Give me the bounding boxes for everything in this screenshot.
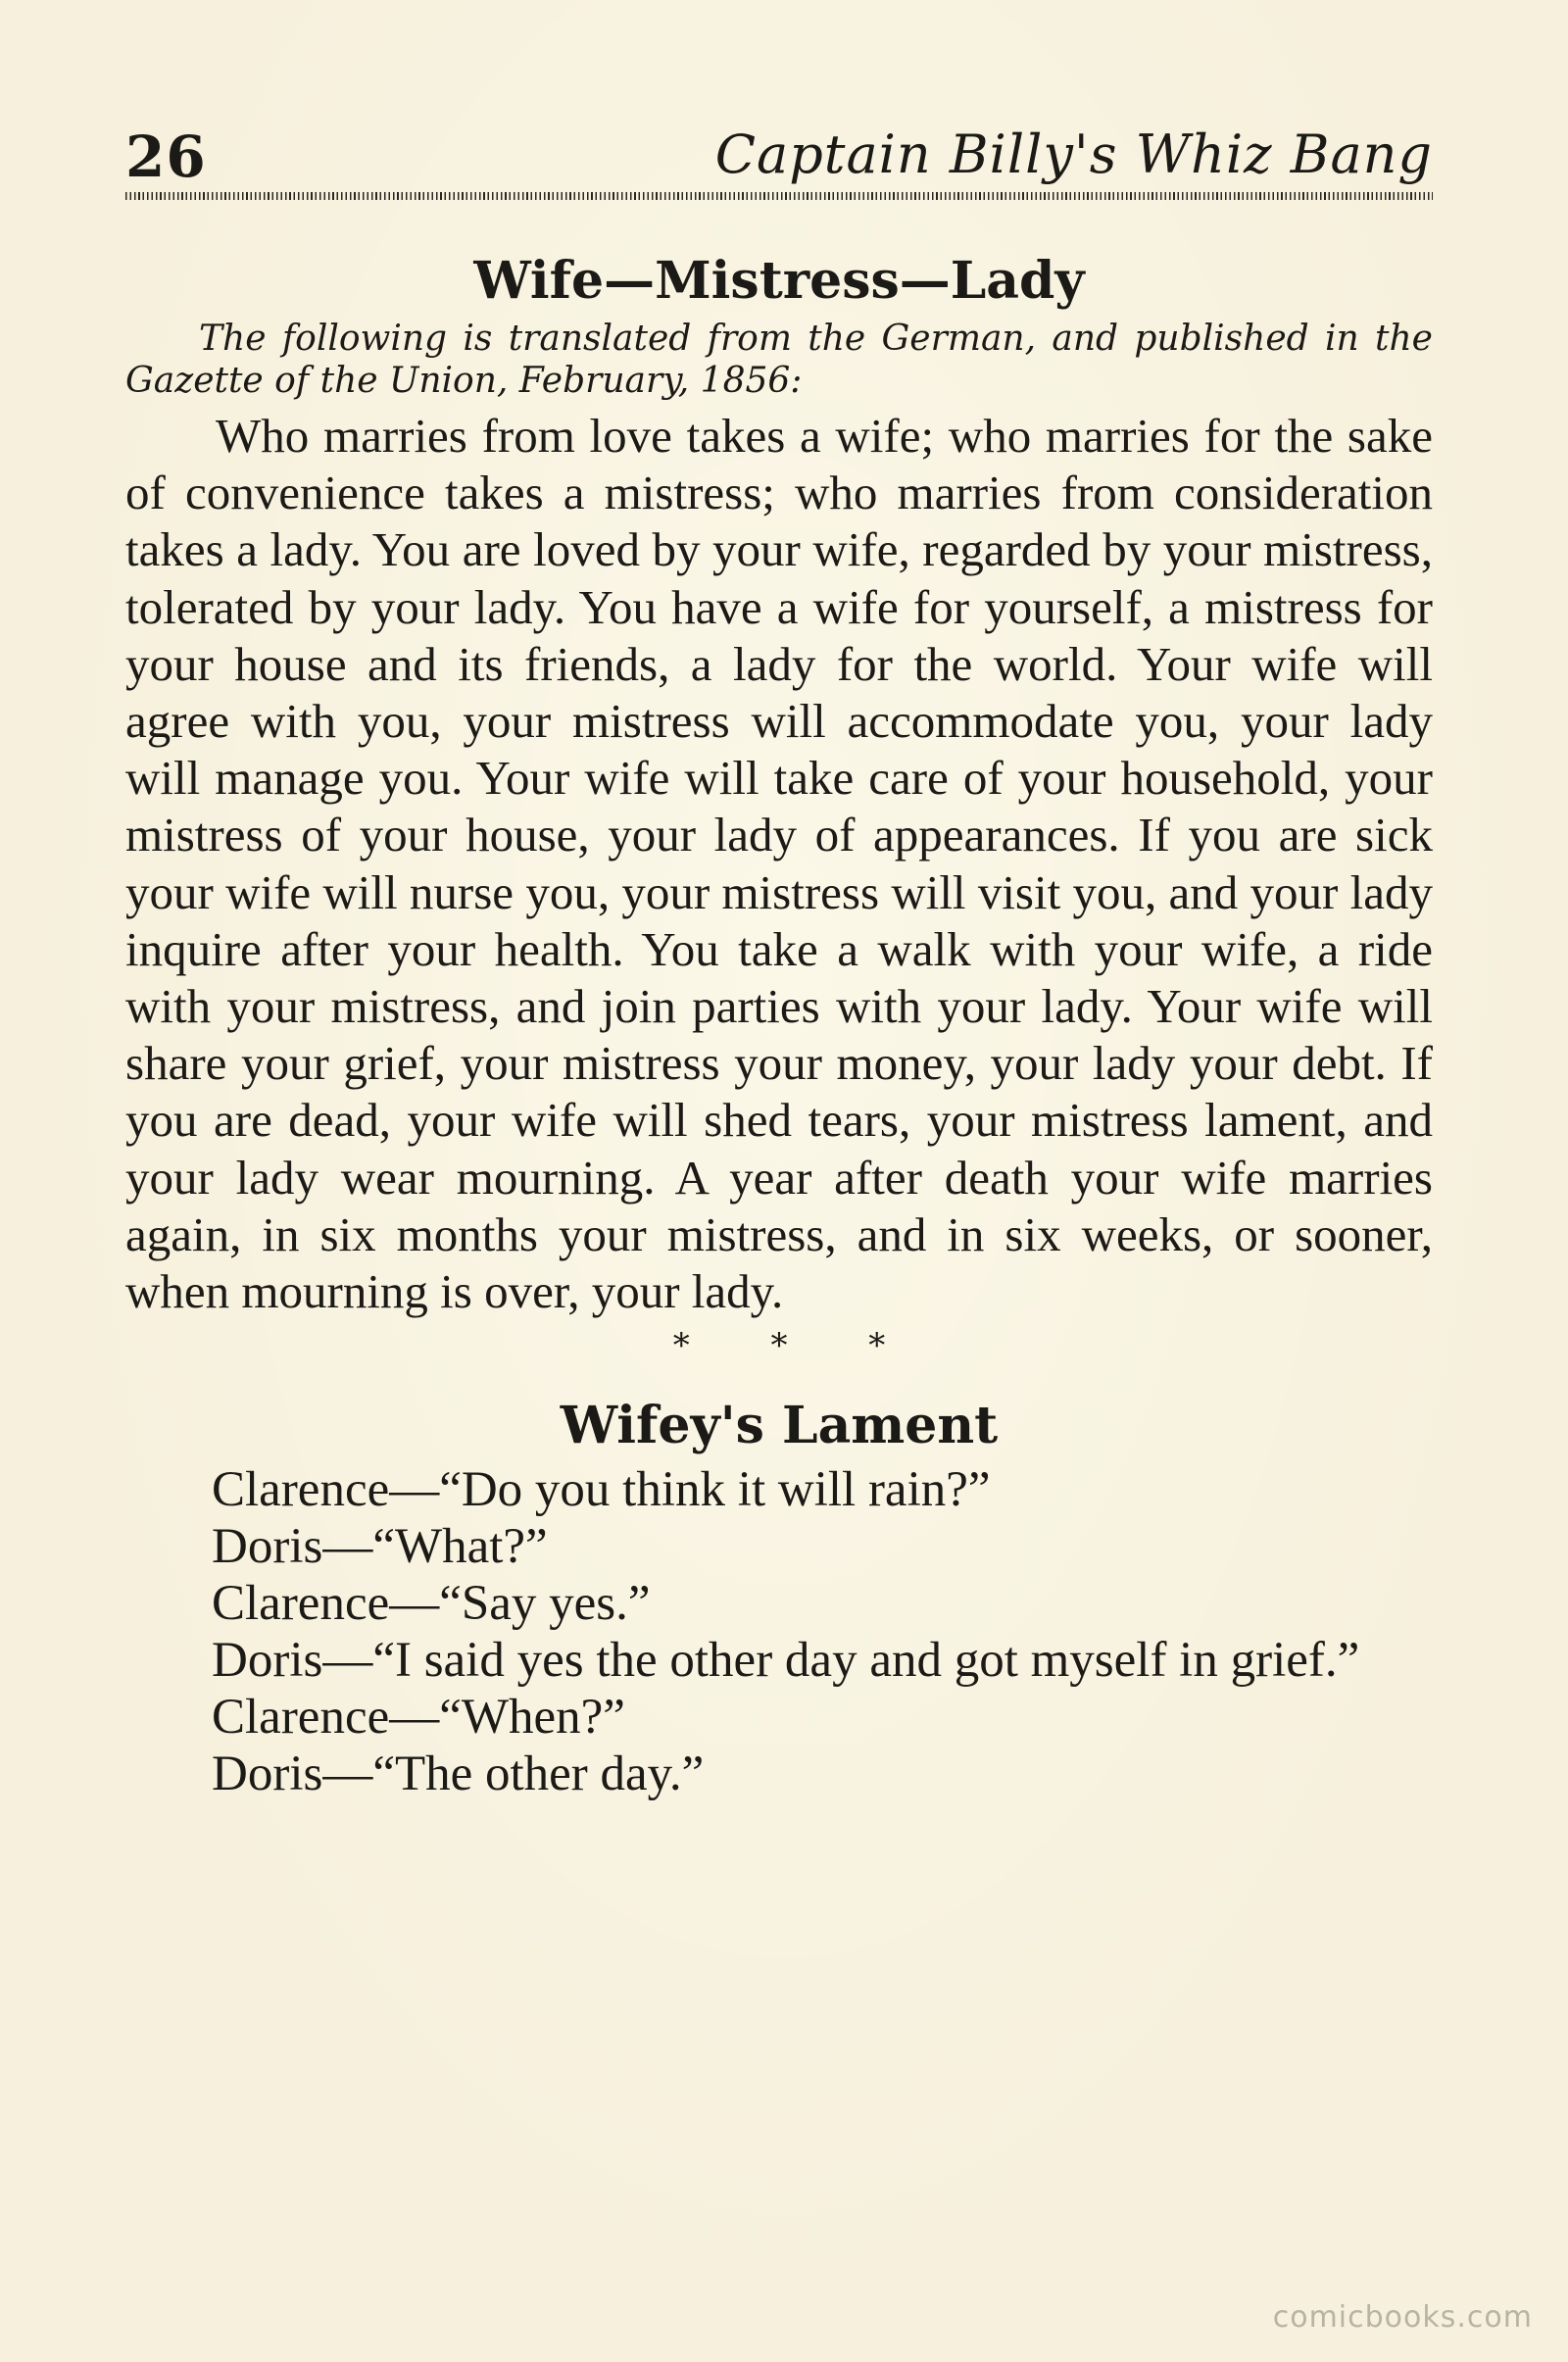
running-header xyxy=(125,116,1433,194)
dialogue-line: Doris—“What?” xyxy=(212,1519,548,1575)
page-number: 26 xyxy=(125,123,207,190)
dialogue-line: Doris—“The other day.” xyxy=(212,1747,705,1802)
dialogue-line: Clarence—“When?” xyxy=(212,1690,625,1746)
article-body: Who marries from love takes a wife; who marries for the sake of convenience takes a mistress; who marries from consideration takes a lady. You are loved by your wife, regarded by your mistress, tolerated by your lady. You have a wife for yourself, a mistress for your house and its friends, a lady for the world. Your wife will agree with you, your mistress will accommodate you, your lady will manage you. Your wife will take care of your household, your mistress of your house, your lady of appearances. If you are sick your wife will nurse you, your mistress will visit you, and your lady inquire after your health. You take a walk with your wife, a ride with your mistress, and join parties with your lady. Your wife will share your grief, your mistress your money, your lady your debt. If you are dead, your wife will shed tears, your mistress lament, and your lady wear mourning. A year after death your wife marries again, in six months your mistress, and in six weeks, or sooner, when mourning is over, your lady. xyxy=(125,409,1433,1319)
article-title: Wife—Mistress—Lady xyxy=(473,251,1085,311)
joke-title: Wifey's Lament xyxy=(560,1396,999,1456)
magazine-title: Captain Billy's Whiz Bang xyxy=(714,123,1433,185)
watermark: comicbooks.com xyxy=(1272,2300,1533,2335)
article-intro: The following is translated from the German, and published in the Gazette of the Union, February, 1856: xyxy=(125,319,1433,401)
dialogue-line: Clarence—“Do you think it will rain?” xyxy=(212,1462,991,1518)
article xyxy=(125,249,1433,1802)
header-rule xyxy=(125,192,1433,200)
dialogue-line: Doris—“I said yes the other day and got myself in grief.” xyxy=(212,1633,1360,1689)
dialogue-line: Clarence—“Say yes.” xyxy=(212,1576,651,1632)
joke-dialogue xyxy=(125,1461,1433,1802)
section-separator: * * * xyxy=(672,1326,921,1366)
